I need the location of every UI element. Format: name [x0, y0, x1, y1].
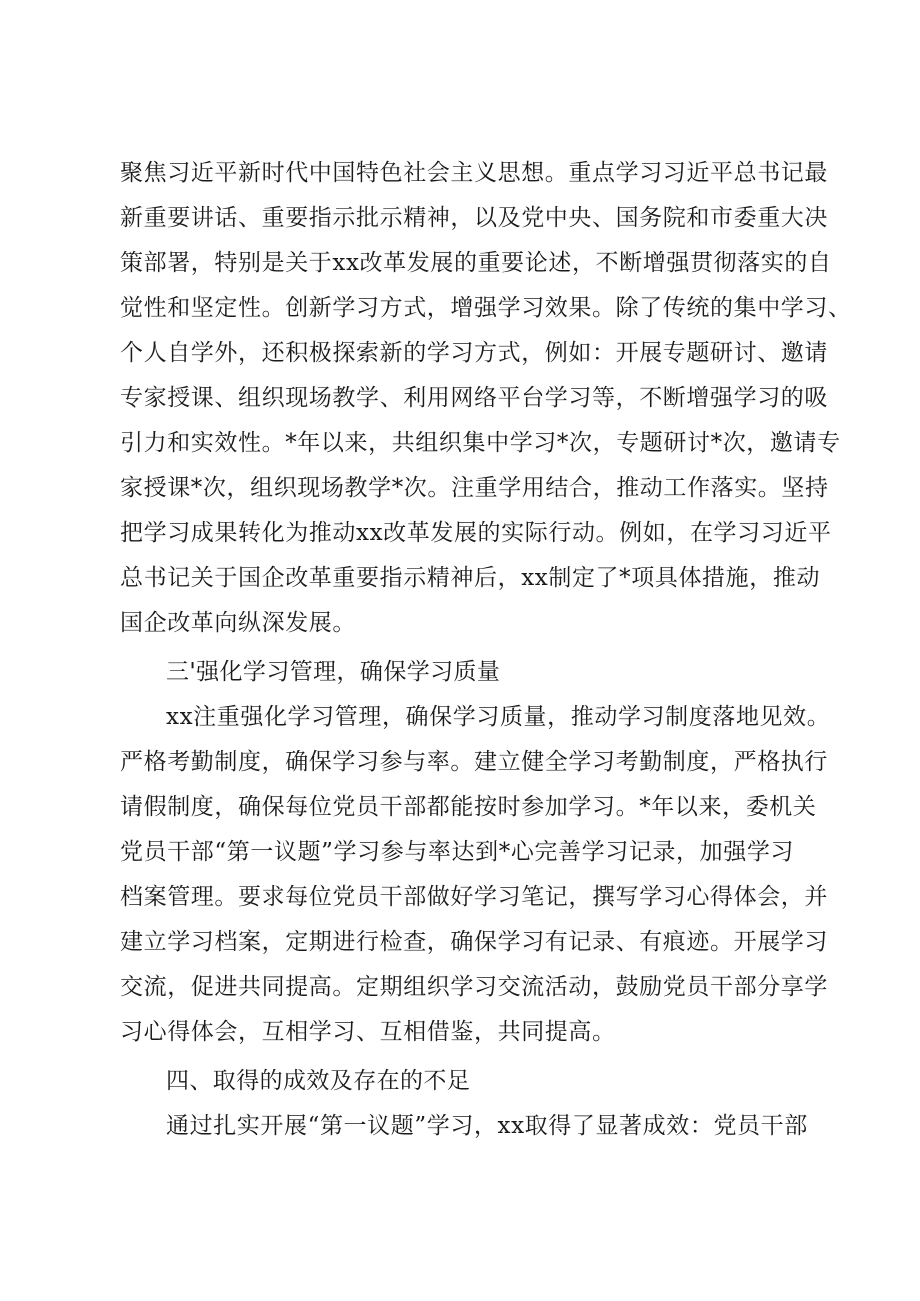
text-line: 策部署，特别是关于xx改革发展的重要论述，不断增强贯彻落实的自: [120, 250, 832, 276]
text-line: 交流，促进共同提高。定期组织学习交流活动，鼓励党员干部分享学: [120, 974, 828, 1000]
text-line: xx注重强化学习管理，确保学习质量，推动学习制度落地见效。: [166, 704, 831, 730]
section4-heading: 四、取得的成效及存在的不足: [166, 1068, 471, 1094]
text-line: 党员干部“第一议题”学习参与率达到*心完善学习记录，加强学习: [120, 839, 795, 865]
text-line: 把学习成果转化为推动xx改革发展的实际行动。例如，在学习习近平: [120, 520, 832, 546]
text-line: 通过扎实开展“第一议题”学习，xx取得了显著成效：党员干部: [166, 1113, 808, 1139]
text-line: 觉性和坚定性。创新学习方式，增强学习效果。除了传统的集中学习、: [120, 295, 852, 321]
text-line: 习心得体会，互相学习、互相借鉴，共同提高。: [120, 1019, 616, 1045]
section3-heading: 三'强化学习管理，确保学习质量: [166, 659, 501, 685]
text-line: 建立学习档案，定期进行检查，确保学习有记录、有痕迹。开展学习: [120, 929, 828, 955]
document-body: [120, 151, 852, 1149]
text-line: 严格考勤制度，确保学习参与率。建立健全学习考勤制度，严格执行: [120, 749, 828, 775]
text-line: 请假制度，确保每位党员干部都能按时参加学习。*年以来，委机关: [120, 794, 817, 820]
text-line: 专家授课、组织现场教学、利用网络平台学习等，不断增强学习的吸: [120, 385, 828, 411]
section2-paragraph: [120, 151, 852, 646]
section4-paragraph: [120, 1104, 810, 1149]
text-line: 国企改革向纵深发展。: [120, 610, 356, 636]
text-line: 个人自学外，还积极探索新的学习方式，例如：开展专题研讨、邀请: [120, 340, 828, 366]
text-line: 总书记关于国企改革重要指示精神后，xx制定了*项具体措施，推动: [120, 565, 821, 591]
text-line: 引力和实效性。*年以来，共组织集中学习*次，专题研讨*次，邀请专: [120, 430, 841, 456]
text-line: 新重要讲话、重要指示批示精神，以及党中央、国务院和市委重大决: [120, 205, 828, 231]
section3-paragraph: [120, 695, 831, 1055]
text-line: 家授课*次，组织现场教学*次。注重学用结合，推动工作落实。坚持: [120, 475, 829, 501]
text-line: 档案管理。要求每位党员干部做好学习笔记，撰写学习心得体会，并: [120, 884, 828, 910]
text-line: 聚焦习近平新时代中国特色社会主义思想。重点学习习近平总书记最: [120, 160, 828, 186]
